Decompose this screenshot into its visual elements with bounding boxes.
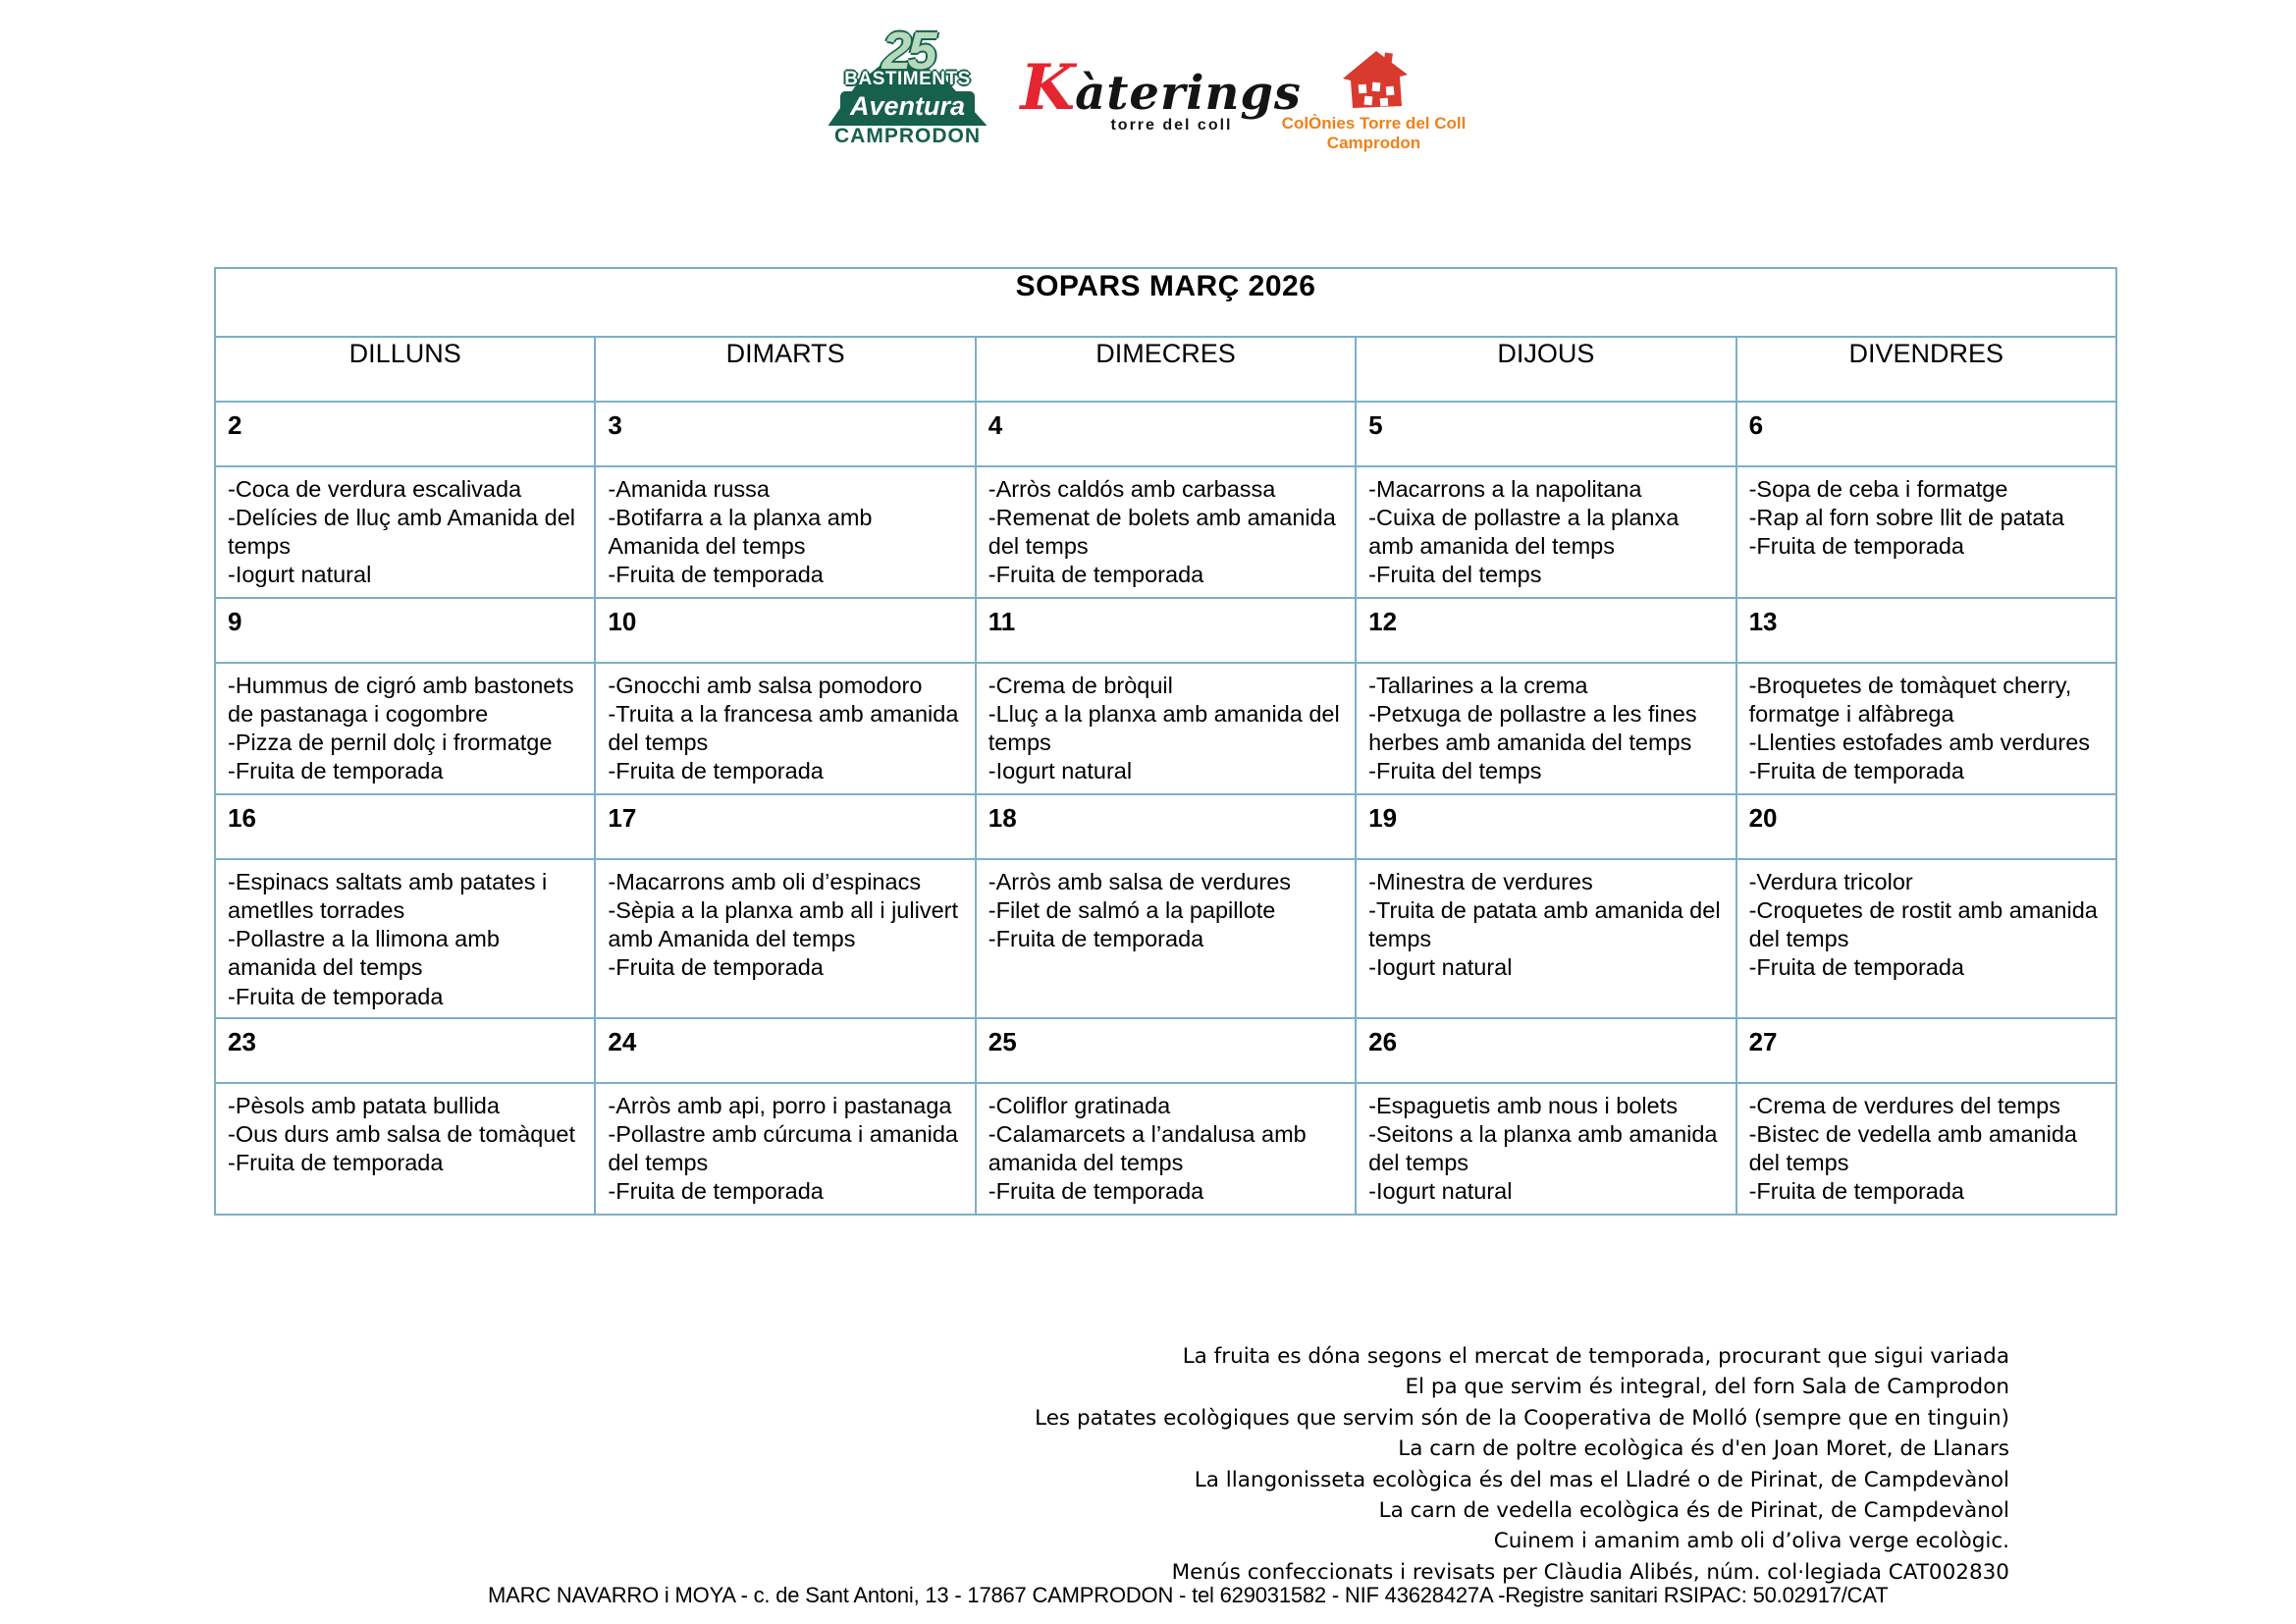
footer-note-line: La carn de vedella ecològica és de Pirinat, de Campdevànol xyxy=(1378,1498,2009,1524)
menu-item: -Arròs caldós amb carbassa xyxy=(988,476,1276,502)
date-cell: 9 xyxy=(215,598,595,663)
menu-item: -Petxuga de pollastre a les fines herbes amb amanida del temps xyxy=(1368,701,1697,756)
menu-item: -Botifarra a la planxa amb Amanida del temps xyxy=(608,505,873,560)
menu-item: -Pollastre amb cúrcuma i amanida del temps xyxy=(608,1120,958,1175)
menu-item: -Arròs amb api, porro i pastanaga xyxy=(608,1092,952,1118)
menu-item: -Fruita de temporada xyxy=(228,1149,444,1175)
menu-cell xyxy=(595,466,975,598)
date-cell: 2 xyxy=(215,402,595,466)
footer-note-line: Cuinem i amanim amb oli d’oliva verge ecològic. xyxy=(1493,1529,2009,1554)
menu-cell xyxy=(1356,466,1735,598)
katerings-logo xyxy=(1020,29,1302,135)
menu-item: -Fruita de temporada xyxy=(988,1178,1204,1204)
bastiments-word: BASTIMENTS xyxy=(844,68,971,89)
date-row xyxy=(215,598,2116,663)
menu-cell xyxy=(1736,663,2116,794)
menu-item: -Fruita de temporada xyxy=(988,926,1204,952)
date-cell: 4 xyxy=(976,402,1356,466)
menu-cell xyxy=(1356,1083,1735,1215)
menu-item: -Seitons a la planxa amb amanida del temps xyxy=(1368,1120,1718,1175)
camprodon-word: CAMPRODON xyxy=(834,124,981,147)
menu-table-body xyxy=(215,402,2116,1215)
menu-cell xyxy=(215,859,595,1018)
menu-item: -Hummus de cigró amb bastonets de pastanaga i cogombre xyxy=(228,673,574,728)
menu-table-wrap xyxy=(214,267,2117,1216)
menu-item: -Pollastre a la llimona amb amanida del temps xyxy=(228,926,500,981)
menu-item: -Sopa de ceba i formatge xyxy=(1748,476,2008,502)
date-cell: 12 xyxy=(1356,598,1735,663)
menu-row xyxy=(215,1083,2116,1215)
menu-item: -Fruita de temporada xyxy=(1748,533,1965,560)
header-dimarts: DIMARTS xyxy=(595,337,975,402)
menu-cell xyxy=(976,859,1356,1018)
aventura-word: Aventura xyxy=(840,91,975,123)
menu-item: -Cuixa de pollastre a la planxa amb amanida del temps xyxy=(1368,505,1680,560)
menu-item: -Fruita de temporada xyxy=(988,562,1204,588)
menu-item: -Crema de verdures del temps xyxy=(1748,1092,2060,1118)
page-title: SOPARS MARÇ 2026 xyxy=(215,268,2116,337)
date-row xyxy=(215,1018,2116,1083)
menu-item: -Crema de bròquil xyxy=(988,673,1173,698)
colonies-line2: Camprodon xyxy=(1326,134,1421,152)
menu-item: -Rap al forn sobre llit de patata xyxy=(1748,505,2064,531)
date-cell: 13 xyxy=(1736,598,2116,663)
menu-item: -Amanida russa xyxy=(608,476,770,502)
menu-item: -Verdura tricolor xyxy=(1748,869,1913,894)
menu-item: -Delícies de lluç amb Amanida del temps xyxy=(228,505,575,560)
date-cell: 10 xyxy=(595,598,975,663)
title-row xyxy=(215,268,2116,337)
menu-item: -Remenat de bolets amb amanida del temps xyxy=(988,505,1336,560)
menu-cell xyxy=(1736,466,2116,598)
menu-item: -Filet de salmó a la papillote xyxy=(988,897,1276,924)
menu-item: -Calamarcets a l’andalusa amb amanida del temps xyxy=(988,1120,1307,1175)
menu-cell xyxy=(595,859,975,1018)
menu-cell xyxy=(215,663,595,794)
footer-note-line: La llangonisseta ecològica és del mas el Lladré o de Pirinat, de Campdevànol xyxy=(1194,1467,2009,1492)
red-house-icon xyxy=(1333,47,1415,112)
footer-note-line: La carn de poltre ecològica és d'en Joan Moret, de Llanars xyxy=(1398,1436,2009,1462)
date-cell: 26 xyxy=(1356,1018,1735,1083)
menu-table xyxy=(214,267,2117,1216)
menu-cell xyxy=(1356,663,1735,794)
menu-item: -Pèsols amb patata bullida xyxy=(228,1092,500,1118)
footer-contact-line: MARC NAVARRO i MOYA - c. de Sant Antoni, 13 - 17867 CAMPRODON - tel 629031582 - NIF 43628427A -Registre sanitari RSIPAC: 50.02917/CAT xyxy=(488,1583,1889,1607)
header-dilluns: DILLUNS xyxy=(215,337,595,402)
menu-item: -Pizza de pernil dolç i frormatge xyxy=(228,730,553,756)
menu-row xyxy=(215,663,2116,794)
menu-cell xyxy=(215,1083,595,1215)
menu-item: -Fruita del temps xyxy=(1368,758,1542,785)
menu-item: -Fruita de temporada xyxy=(1748,954,1965,981)
menu-item: -Ous durs amb salsa de tomàquet xyxy=(228,1120,575,1147)
footer-notes xyxy=(1035,1341,2009,1588)
header-dimecres: DIMECRES xyxy=(976,337,1356,402)
menu-row xyxy=(215,466,2116,598)
menu-cell xyxy=(976,1083,1356,1215)
menu-item: -Truita de patata amb amanida del temps xyxy=(1368,897,1721,952)
katerings-initial: K xyxy=(1020,51,1076,125)
menu-item: -Fruita de temporada xyxy=(608,562,824,588)
menu-item: -Iogurt natural xyxy=(988,758,1133,785)
menu-cell xyxy=(1356,859,1735,1018)
bastiments-aventura-logo xyxy=(825,22,991,159)
date-cell: 5 xyxy=(1356,402,1735,466)
menu-item: -Tallarines a la crema xyxy=(1368,673,1588,698)
date-cell: 24 xyxy=(595,1018,975,1083)
footer-note-line: La fruita es dóna segons el mercat de temporada, procurant que sigui variada xyxy=(1182,1344,2009,1369)
date-cell: 6 xyxy=(1736,402,2116,466)
menu-item: -Macarrons a la napolitana xyxy=(1368,476,1642,502)
footer-note-line: Menús confeccionats i revisats per Clàudia Alibés, núm. col·legiada CAT002830 xyxy=(1171,1559,2009,1585)
weekday-header-row xyxy=(215,337,2116,402)
date-cell: 19 xyxy=(1356,794,1735,859)
menu-cell xyxy=(595,663,975,794)
date-cell: 3 xyxy=(595,402,975,466)
menu-item: -Espinacs saltats amb patates i ametlles torrades xyxy=(228,869,548,924)
date-row xyxy=(215,794,2116,859)
menu-item: -Iogurt natural xyxy=(1368,954,1513,981)
logo-cluster xyxy=(825,22,1472,159)
menu-item: -Fruita de temporada xyxy=(608,758,824,785)
colonies-torre-del-coll-logo xyxy=(1276,29,1472,152)
menu-item: -Fruita del temps xyxy=(1368,562,1542,588)
menu-item: -Fruita de temporada xyxy=(228,758,444,785)
date-cell: 17 xyxy=(595,794,975,859)
menu-cell xyxy=(976,466,1356,598)
menu-item: -Fruita de temporada xyxy=(228,983,444,1009)
menu-item: -Gnocchi amb salsa pomodoro xyxy=(608,673,923,698)
menu-item: -Fruita de temporada xyxy=(1748,1178,1965,1204)
colonies-line1: ColÒnies Torre del Coll xyxy=(1281,114,1467,133)
date-cell: 18 xyxy=(976,794,1356,859)
menu-item: -Sèpia a la planxa amb all i julivert amb Amanida del temps xyxy=(608,897,958,952)
menu-item: -Lluç a la planxa amb amanida del temps xyxy=(988,701,1340,756)
date-cell: 23 xyxy=(215,1018,595,1083)
menu-item: -Espaguetis amb nous i bolets xyxy=(1368,1092,1678,1118)
menu-item: -Llenties estofades amb verdures xyxy=(1748,730,2091,756)
menu-item: -Fruita de temporada xyxy=(608,954,824,981)
menu-row xyxy=(215,859,2116,1018)
menu-item: -Iogurt natural xyxy=(1368,1178,1513,1204)
menu-item: -Fruita de temporada xyxy=(608,1178,824,1204)
menu-cell xyxy=(595,1083,975,1215)
menu-item: -Truita a la francesa amb amanida del temps xyxy=(608,701,959,756)
header-dijous: DIJOUS xyxy=(1356,337,1735,402)
katerings-subtitle: torre del coll xyxy=(1110,117,1233,134)
menu-cell xyxy=(976,663,1356,794)
menu-item: -Broquetes de tomàquet cherry, formatge i alfàbrega xyxy=(1748,673,2072,728)
footer-note-line: El pa que servim és integral, del forn Sala de Camprodon xyxy=(1405,1375,2009,1400)
header-divendres: DIVENDRES xyxy=(1736,337,2116,402)
date-row xyxy=(215,402,2116,466)
menu-item: -Fruita de temporada xyxy=(1748,758,1965,785)
katerings-rest: àterings xyxy=(1075,66,1302,121)
menu-item: -Bistec de vedella amb amanida del temps xyxy=(1748,1120,2077,1175)
menu-cell xyxy=(1736,1083,2116,1215)
menu-item: -Iogurt natural xyxy=(228,562,372,588)
menu-item: -Minestra de verdures xyxy=(1368,869,1593,894)
date-cell: 20 xyxy=(1736,794,2116,859)
footer-note-line: Les patates ecològiques que servim són de la Cooperativa de Molló (sempre que en tinguin) xyxy=(1035,1405,2009,1431)
menu-cell xyxy=(1736,859,2116,1018)
menu-item: -Arròs amb salsa de verdures xyxy=(988,869,1292,894)
menu-item: -Macarrons amb oli d’espinacs xyxy=(608,869,922,894)
menu-item: -Coliflor gratinada xyxy=(988,1092,1171,1118)
menu-item: -Coca de verdura escalivada xyxy=(228,476,522,502)
bastiments-25: 25 xyxy=(881,22,934,81)
date-cell: 25 xyxy=(976,1018,1356,1083)
menu-cell xyxy=(215,466,595,598)
date-cell: 16 xyxy=(215,794,595,859)
date-cell: 27 xyxy=(1736,1018,2116,1083)
date-cell: 11 xyxy=(976,598,1356,663)
menu-item: -Croquetes de rostit amb amanida del temps xyxy=(1748,897,2098,952)
